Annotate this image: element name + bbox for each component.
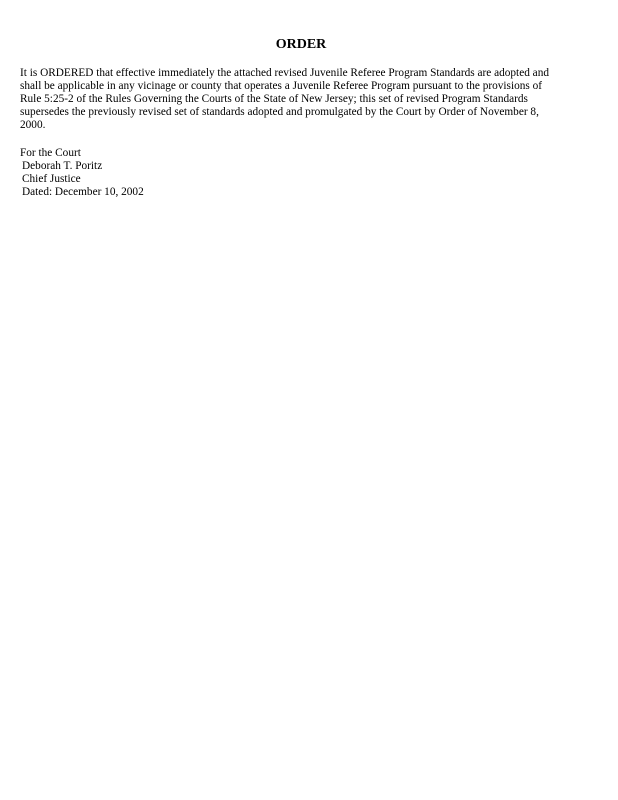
- order-paragraph: [20, 67, 600, 132]
- signatory-name: Deborah T. Poritz: [22, 160, 103, 173]
- paragraph-line: Rule 5:25-2 of the Rules Governing the Courts of the State of New Jersey; this set of revised Program Standards: [20, 93, 528, 106]
- page-title: ORDER: [275, 37, 327, 52]
- signatory-title: Chief Justice: [22, 173, 81, 186]
- paragraph-line: shall be applicable in any vicinage or county that operates a Juvenile Referee Program pursuant to the provisions of: [20, 80, 543, 93]
- signature-block: [20, 147, 144, 199]
- date-line: Dated: December 10, 2002: [22, 186, 144, 199]
- for-the-court-text: For the Court: [20, 147, 81, 159]
- paragraph-line: supersedes the previously revised set of standards adopted and promulgated by the Court by Order of November 8,: [20, 106, 539, 119]
- paragraph-line: It is ORDERED that effective immediately the attached revised Juvenile Referee Program Standards are adopted and: [20, 67, 549, 79]
- paragraph-line: 2000.: [20, 119, 46, 132]
